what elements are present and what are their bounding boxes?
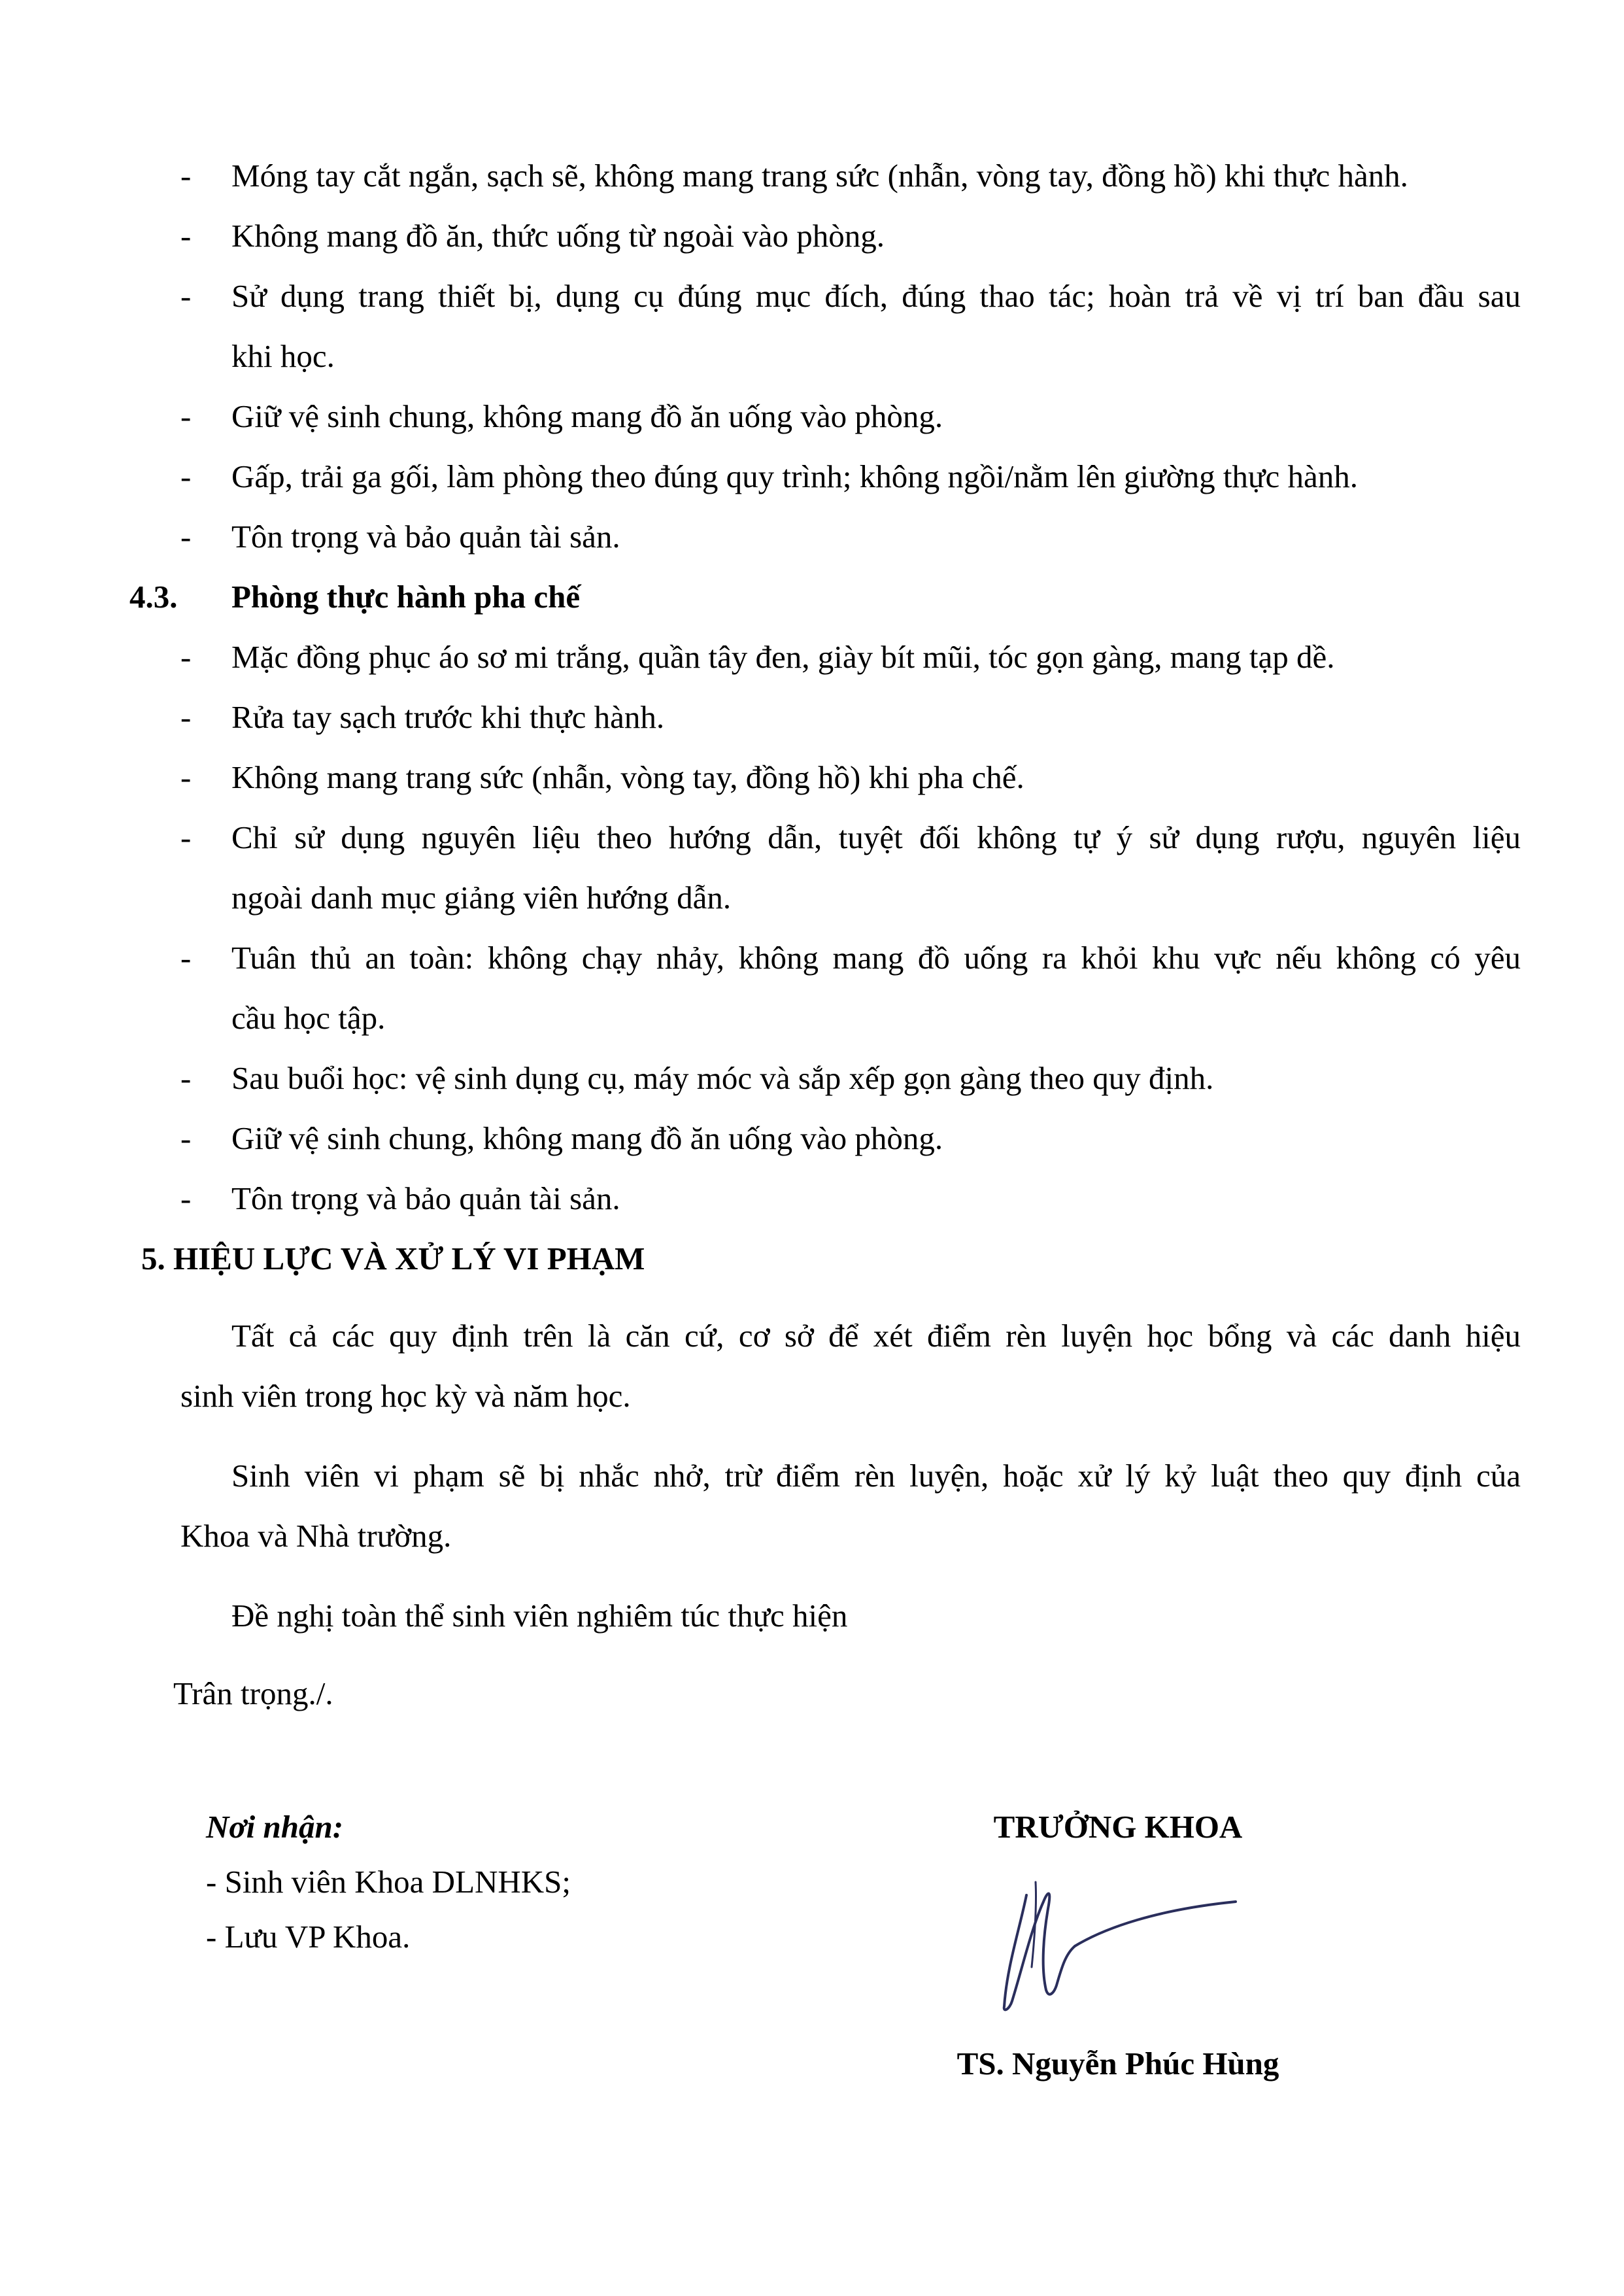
closing-text: Trân trọng./. [173,1675,333,1711]
bullet-text: Tôn trọng và bảo quản tài sản. [231,1180,620,1216]
bullet-text: Mặc đồng phục áo sơ mi trắng, quần tây đen, giày bít mũi, tóc gọn gàng, mang tạp dề. [231,639,1335,675]
bullet-dash: - [180,519,192,555]
bullet-item [180,275,1521,377]
bullet-item [180,516,1521,558]
bullet-dash: - [180,278,192,314]
bullet-item [180,155,1521,197]
bullet-item [180,696,1521,738]
bullet-item [180,817,1521,919]
bullet-text: Không mang trang sức (nhẫn, vòng tay, đồng hồ) khi pha chế. [231,759,1024,795]
bullet-text: Giữ vệ sinh chung, không mang đồ ăn uống vào phòng. [231,398,943,434]
paragraph-line: Tất cả các quy định trên là căn cứ, cơ sở để xét điểm rèn luyện học bổng và các danh hiệu [231,1318,1521,1354]
bullet-dash: - [180,458,192,494]
bullet-text: Chỉ sử dụng nguyên liệu theo hướng dẫn, tuyệt đối không tự ý sử dụng rượu, nguyên liệu [231,819,1521,855]
recipients-block [206,1806,571,1971]
bullet-text: Rửa tay sạch trước khi thực hành. [231,699,665,735]
bullet-dash: - [180,1120,192,1156]
bullet-dash: - [180,819,192,855]
bullet-item [180,456,1521,498]
bullet-dash: - [180,639,192,675]
bullet-text: Móng tay cắt ngắn, sạch sẽ, không mang trang sức (nhẫn, vòng tay, đồng hồ) khi thực hành. [231,158,1408,194]
bullet-item [180,757,1521,798]
bullet-text: Tôn trọng và bảo quản tài sản. [231,519,620,555]
bullet-text-continued: cầu học tập. [231,1000,386,1036]
bullet-text: Giữ vệ sinh chung, không mang đồ ăn uống vào phòng. [231,1120,943,1156]
paragraph-line: Đề nghị toàn thể sinh viên nghiêm túc thực hiện [231,1598,848,1634]
bullet-dash: - [180,398,192,434]
paragraph [180,1455,1521,1557]
recipient-item: - Lưu VP Khoa. [206,1919,411,1955]
bullet-item [180,937,1521,1039]
recipient-item: - Sinh viên Khoa DLNHKS; [206,1864,571,1900]
bullet-item [180,1118,1521,1159]
bullet-text-continued: khi học. [231,338,335,374]
bullet-dash: - [180,218,192,254]
paragraph [180,1315,1521,1417]
signer-title: TRƯỞNG KHOA [993,1809,1243,1845]
bullet-text: Không mang đồ ăn, thức uống từ ngoài vào phòng. [231,218,885,254]
section-title: Phòng thực hành pha chế [231,579,581,615]
bullet-item [180,1178,1521,1220]
signature-block [909,1806,1327,2085]
paragraph-line: Sinh viên vi phạm sẽ bị nhắc nhở, trừ điểm rèn luyện, hoặc xử lý kỷ luật theo quy định của [231,1458,1521,1494]
bullet-item [180,215,1521,257]
section-5-heading: 5. HIỆU LỰC VÀ XỬ LÝ VI PHẠM [141,1241,645,1277]
signer-name: TS. Nguyễn Phúc Hùng [956,2046,1279,2082]
handwritten-signature [981,1856,1255,2019]
bullet-item [180,396,1521,437]
bullet-dash: - [180,759,192,795]
bullet-text: Gấp, trải ga gối, làm phòng theo đúng quy trình; không ngồi/nằm lên giường thực hành. [231,458,1358,494]
bullet-item [180,636,1521,678]
paragraph-line: Khoa và Nhà trường. [180,1518,452,1554]
paragraph-line: sinh viên trong học kỳ và năm học. [180,1378,631,1414]
bullet-dash: - [180,1060,192,1096]
recipients-label: Nơi nhận: [206,1809,344,1845]
bullet-item [180,1057,1521,1099]
bullet-text: Sau buổi học: vệ sinh dụng cụ, máy móc và sắp xếp gọn gàng theo quy định. [231,1060,1214,1096]
bullet-dash: - [180,158,192,194]
bullet-dash: - [180,699,192,735]
bullet-dash: - [180,1180,192,1216]
paragraph [180,1595,1521,1637]
bullet-dash: - [180,940,192,976]
bullet-text: Sử dụng trang thiết bị, dụng cụ đúng mục đích, đúng thao tác; hoàn trả về vị trí ban đầu sau [231,278,1521,314]
bullet-text: Tuân thủ an toàn: không chạy nhảy, không mang đồ uống ra khỏi khu vực nếu không có yêu [231,940,1521,976]
bullet-text-continued: ngoài danh mục giảng viên hướng dẫn. [231,880,732,916]
section-number: 4.3. [129,579,178,615]
